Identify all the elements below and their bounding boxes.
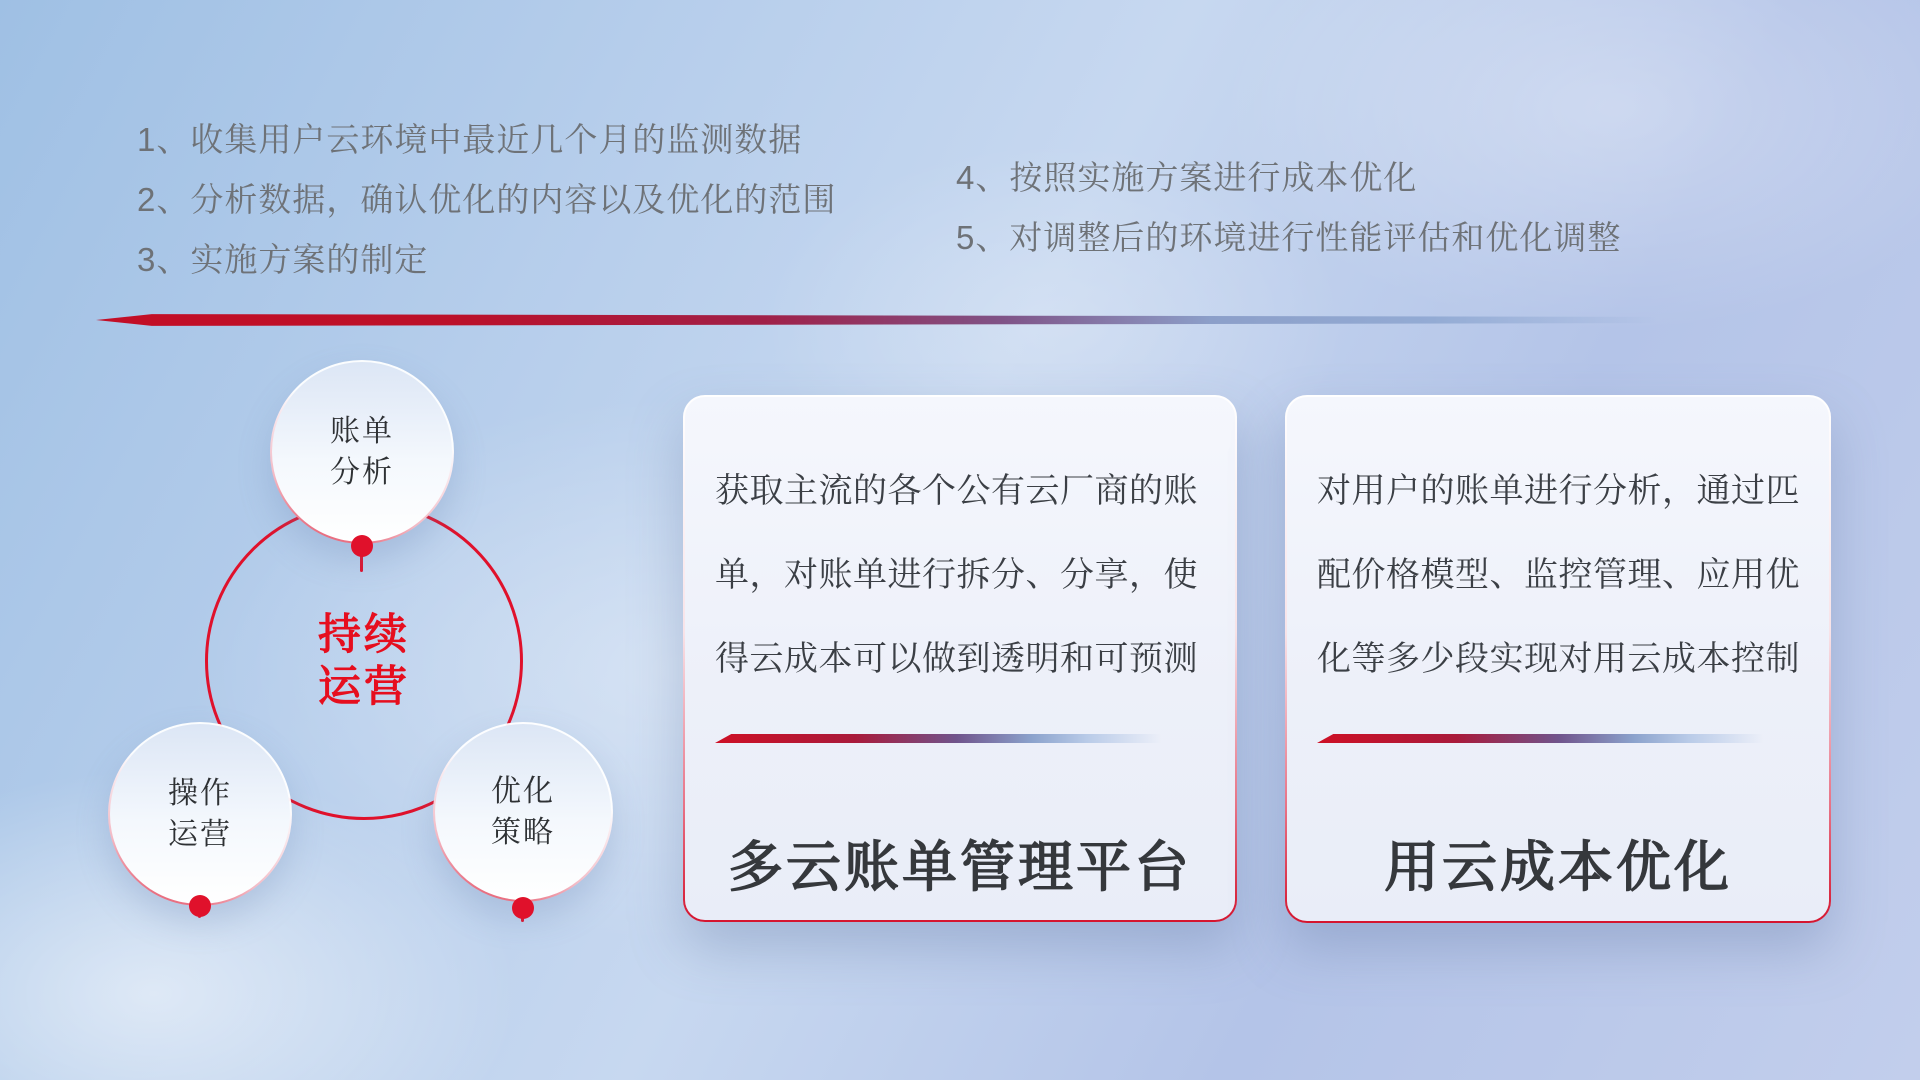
cycle-center-label-line2: 运营 [318,663,410,711]
connector-dot-top [351,535,373,557]
card-accent-divider [1317,734,1782,743]
process-step-3: 3、实施方案的制定 [137,241,429,278]
card-cloud-cost-optimization [1285,395,1831,923]
cycle-node-optimization-strategy [433,722,613,902]
process-step-5: 5、对调整后的环境进行性能评估和优化调整 [956,219,1622,256]
cycle-node-label: 分析 [330,456,394,489]
cycle-node-label: 账单 [330,415,394,448]
card-body-line: 对用户的账单进行分析，通过匹 [1317,472,1800,510]
cycle-node-label: 运营 [168,818,232,851]
cycle-center-label-line1: 持续 [318,611,410,659]
process-steps-right [956,148,1621,268]
process-step-1: 1、收集用户云环境中最近几个月的监测数据 [137,121,803,158]
card-body-line: 得云成本可以做到透明和可预测 [715,640,1198,678]
card-title-cloud-cost-optimization: 用云成本优化 [1383,836,1732,898]
red-swoosh-divider [96,313,1688,327]
process-step-4: 4、按照实施方案进行成本优化 [956,159,1418,196]
card-title-multicloud-billing: 多云账单管理平台 [727,836,1192,898]
card-body-text [715,449,1211,701]
card-body-text [1317,449,1805,701]
process-steps-left [137,110,836,290]
connector-dot-bottom-right [512,897,534,919]
card-multicloud-billing [683,395,1237,922]
card-body-line: 单，对账单进行拆分、分享，使 [715,556,1198,594]
cycle-node-label: 优化 [491,775,555,808]
card-body-line: 获取主流的各个公有云厂商的账 [715,472,1198,510]
card-body-line: 化等多少段实现对用云成本控制 [1317,640,1800,678]
cycle-node-bill-analysis [270,360,454,544]
cycle-node-operation [108,722,292,906]
card-accent-divider [715,734,1180,743]
card-body-line: 配价格模型、监控管理、应用优 [1317,556,1800,594]
process-step-2: 2、分析数据，确认优化的内容以及优化的范围 [137,181,837,218]
connector-dot-bottom-left [189,895,211,917]
cycle-node-label: 操作 [168,777,232,810]
cycle-node-label: 策略 [491,816,555,849]
